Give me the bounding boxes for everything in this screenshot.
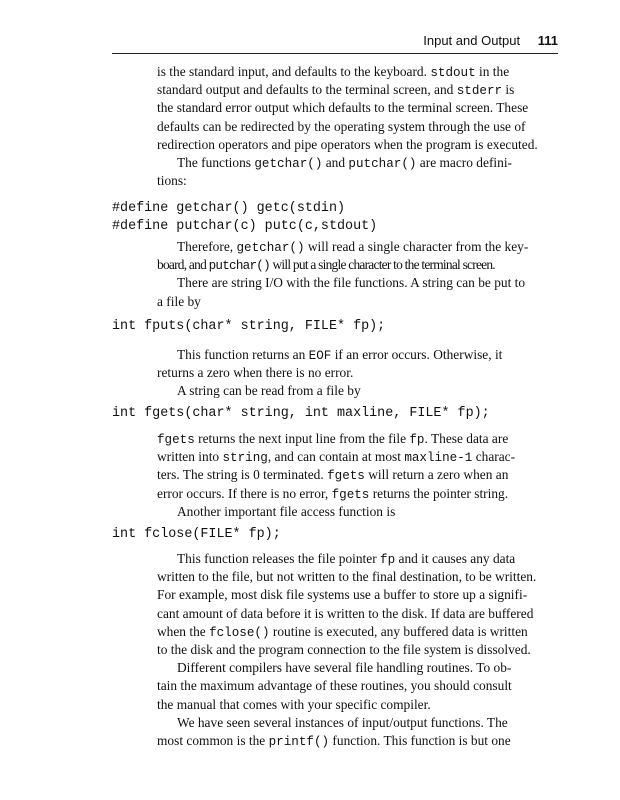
- text-line: when the fclose() routine is executed, any buffered data is written: [157, 623, 528, 640]
- text-line: board, and putchar() will put a single character to the terminal screen.: [157, 257, 495, 274]
- text-line: the manual that comes with your specific compiler.: [157, 696, 431, 712]
- text-line: A string can be read from a file by: [177, 383, 361, 399]
- text-line: Different compilers have several file handling routines. To ob-: [177, 660, 512, 676]
- text-line: This function returns an EOF if an error occurs. Otherwise, it: [177, 347, 503, 363]
- header-rule: [112, 53, 558, 54]
- text-line: Another important file access function is: [177, 503, 396, 519]
- paragraph-getchar: [157, 238, 558, 311]
- code-block-macros: [112, 200, 377, 236]
- chapter-title: Input and Output: [423, 33, 521, 48]
- text-line: returns a zero when there is no error.: [157, 365, 354, 381]
- text-line: written into string, and can contain at most maxline-1 charac-: [157, 449, 516, 466]
- code-line-fgets: int fgets(char* string, int maxline, FILE* fp);: [112, 406, 490, 421]
- text-line: There are string I/O with the file functions. A string can be put to: [177, 275, 526, 291]
- code-line-fputs: int fputs(char* string, FILE* fp);: [112, 319, 386, 334]
- text-line: defaults can be redirected by the operating system through the use of: [157, 118, 526, 134]
- text-line: The functions getchar() and putchar() are macro defini-: [177, 154, 512, 171]
- text-line: This function releases the file pointer fp and it causes any data: [177, 551, 516, 567]
- text-line: error occurs. If there is no error, fgets returns the pointer string.: [157, 485, 509, 502]
- text-line: most common is the printf() function. This function is but one: [157, 732, 511, 749]
- paragraph-standard-streams: [157, 63, 558, 190]
- code-line: #define getchar() getc(stdin): [112, 201, 346, 216]
- code-line: #define putchar(c) putc(c,stdout): [112, 219, 378, 235]
- text-line: fgets returns the next input line from the file fp. These data are: [157, 431, 509, 447]
- paragraph-fgets: [157, 430, 558, 521]
- text-line: cant amount of data before it is written to the disk. If data are buffered: [157, 605, 534, 621]
- text-line: We have seen several instances of input/output functions. The: [177, 714, 508, 730]
- paragraph-fclose: [157, 550, 558, 750]
- text-line: standard output and defaults to the terminal screen, and stderr is: [157, 82, 515, 99]
- text-line: the standard error output which defaults to the terminal screen. These: [157, 100, 529, 116]
- paragraph-fputs: [157, 346, 558, 401]
- text-line: redirection operators and pipe operators when the program is executed.: [157, 136, 538, 152]
- text-line: tain the maximum advantage of these routines, you should consult: [157, 678, 512, 694]
- text-line: is the standard input, and defaults to the keyboard. stdout in the: [157, 64, 510, 80]
- text-line: written to the file, but not written to the final destination, to be written.: [157, 569, 537, 585]
- text-line: a file by: [157, 293, 201, 309]
- text-line: to the disk and the program connection to the file system is dissolved.: [157, 641, 531, 657]
- text-line: For example, most disk file systems use a buffer to store up a signifi-: [157, 587, 528, 603]
- text-line: tions:: [157, 173, 187, 189]
- code-line-fclose: int fclose(FILE* fp);: [112, 527, 281, 542]
- running-header: [423, 33, 558, 48]
- text-line: Therefore, getchar() will read a single character from the key-: [177, 239, 529, 255]
- page-number: 111: [537, 33, 558, 48]
- text-line: ters. The string is 0 terminated. fgets will return a zero when an: [157, 467, 509, 484]
